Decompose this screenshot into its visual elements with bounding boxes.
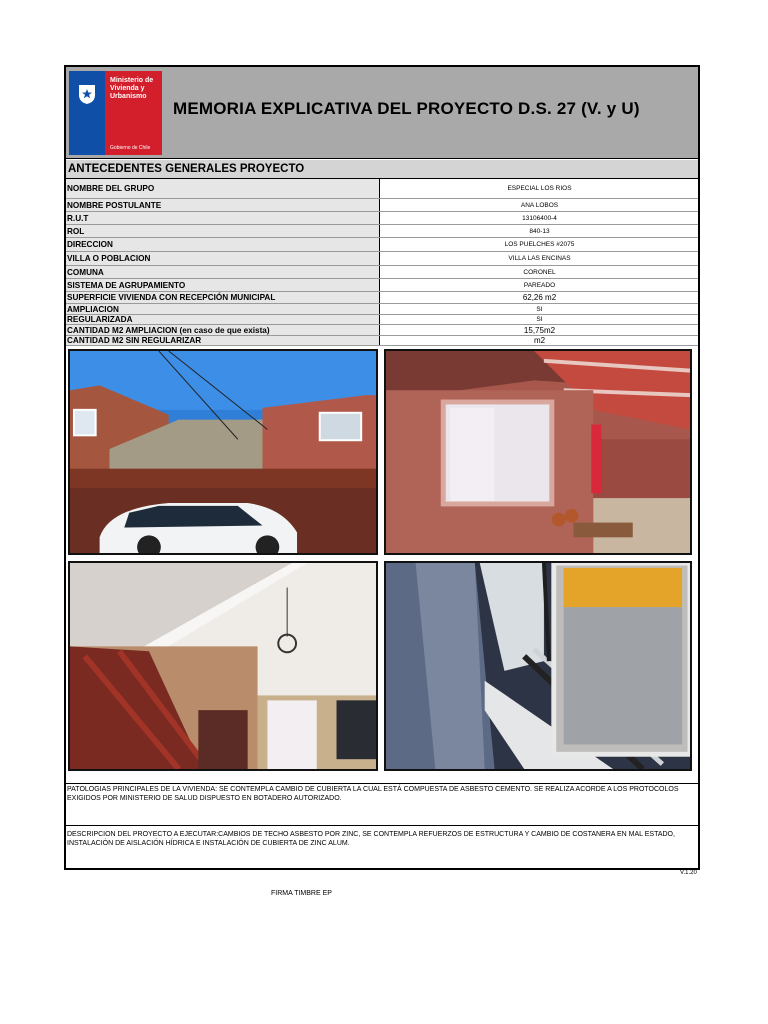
logo-line: Urbanismo <box>110 93 147 100</box>
logo-text <box>110 77 162 101</box>
field-value: SI <box>536 305 543 313</box>
field-label: CANTIDAD M2 SIN REGULARIZAR <box>66 336 380 345</box>
field-label: REGULARIZADA <box>66 315 380 324</box>
field-row-ampliacion <box>66 304 698 315</box>
project-form-sheet <box>64 65 700 870</box>
field-label: ROL <box>66 225 380 237</box>
porch-photo <box>384 349 692 555</box>
signature-label: FIRMA TIMBRE EP <box>271 890 332 897</box>
field-label: AMPLIACION <box>66 304 380 314</box>
field-row-direccion <box>66 238 698 252</box>
field-row-rol <box>66 225 698 238</box>
logo-line: Ministerio de <box>110 77 154 84</box>
field-value: 62,26 m2 <box>522 293 557 302</box>
field-row-m2-ampliacion <box>66 325 698 336</box>
descripcion-text: DESCRIPCION DEL PROYECTO A EJECUTAR:CAMBIOS DE TECHO ASBESTO POR ZINC, SE CONTEMPLA REFUERZOS DE ESTRUCTURA Y CAMBIO DE COSTANERA EN MAL ESTADO, INSTALACIÓN DE AISLACIÓN HÍDRICA E INSTALACIÓN DE CUBIERTA DE ZINC ALUM. <box>67 831 675 847</box>
window-detail-photo <box>384 561 692 771</box>
field-value: ESPECIAL LOS RIOS <box>507 185 572 192</box>
field-value: CORONEL <box>523 268 556 276</box>
field-row-comuna <box>66 266 698 279</box>
ministry-logo <box>69 71 162 155</box>
field-label: DIRECCION <box>66 238 380 251</box>
field-row-agrupamiento <box>66 279 698 292</box>
section-title: ANTECEDENTES GENERALES PROYECTO <box>68 163 305 175</box>
field-label: SUPERFICIE VIVIENDA CON RECEPCIÓN MUNICIPAL <box>66 292 380 303</box>
field-row-rut <box>66 212 698 225</box>
field-value: VILLA LAS ENCINAS <box>508 255 571 262</box>
field-row-villa <box>66 252 698 266</box>
field-value: SI <box>536 316 543 323</box>
field-row-group <box>66 179 698 199</box>
descripcion-box <box>66 825 698 868</box>
fields-table <box>66 179 698 346</box>
field-value: PAREADO <box>523 281 556 289</box>
field-value: ANA LOBOS <box>520 201 559 209</box>
field-value: 840-13 <box>529 227 550 235</box>
field-label: NOMBRE DEL GRUPO <box>66 179 380 198</box>
version-label: V.1.20 <box>680 870 697 876</box>
field-label: VILLA O POBLACION <box>66 252 380 265</box>
field-label: SISTEMA DE AGRUPAMIENTO <box>66 279 380 291</box>
interior-ceiling-photo <box>68 561 378 771</box>
field-row-postulante <box>66 199 698 212</box>
logo-blue-band <box>69 71 105 155</box>
section-header <box>66 160 698 179</box>
form-header <box>66 67 698 159</box>
field-value: LOS PUELCHES #2075 <box>504 241 575 248</box>
field-label: CANTIDAD M2 AMPLIACION (en caso de que exista) <box>66 325 380 335</box>
chile-shield-icon <box>77 83 97 105</box>
house-exterior-photo <box>68 349 378 555</box>
patologias-text: PATOLOGIAS PRINCIPALES DE LA VIVIENDA: SE CONTEMPLA CAMBIO DE CUBIERTA LA CUAL ESTÁ COMPUESTA DE ASBESTO CEMENTO. SE REALIZA ACORDE A LOS PROTOCOLOS EXIGIDOS POR MINISTERIO DE SALUD DISPUESTO EN BOTADERO AUTORIZADO. <box>67 786 679 802</box>
field-value: 13106400-4 <box>522 214 557 222</box>
field-label: NOMBRE POSTULANTE <box>66 199 380 211</box>
field-row-m2-sin-regularizar <box>66 336 698 346</box>
field-label: R.U.T <box>66 212 380 224</box>
field-row-superficie <box>66 292 698 304</box>
field-value: m2 <box>533 336 546 345</box>
field-label: COMUNA <box>66 266 380 278</box>
page-title: MEMORIA EXPLICATIVA DEL PROYECTO D.S. 27 (V. y U) <box>173 99 640 118</box>
logo-footer: Gobierno de Chile <box>110 145 151 151</box>
logo-line: Vivienda y <box>110 85 145 92</box>
field-value: 15,75m2 <box>523 325 556 335</box>
patologias-box <box>66 783 698 827</box>
field-row-regularizada <box>66 315 698 325</box>
